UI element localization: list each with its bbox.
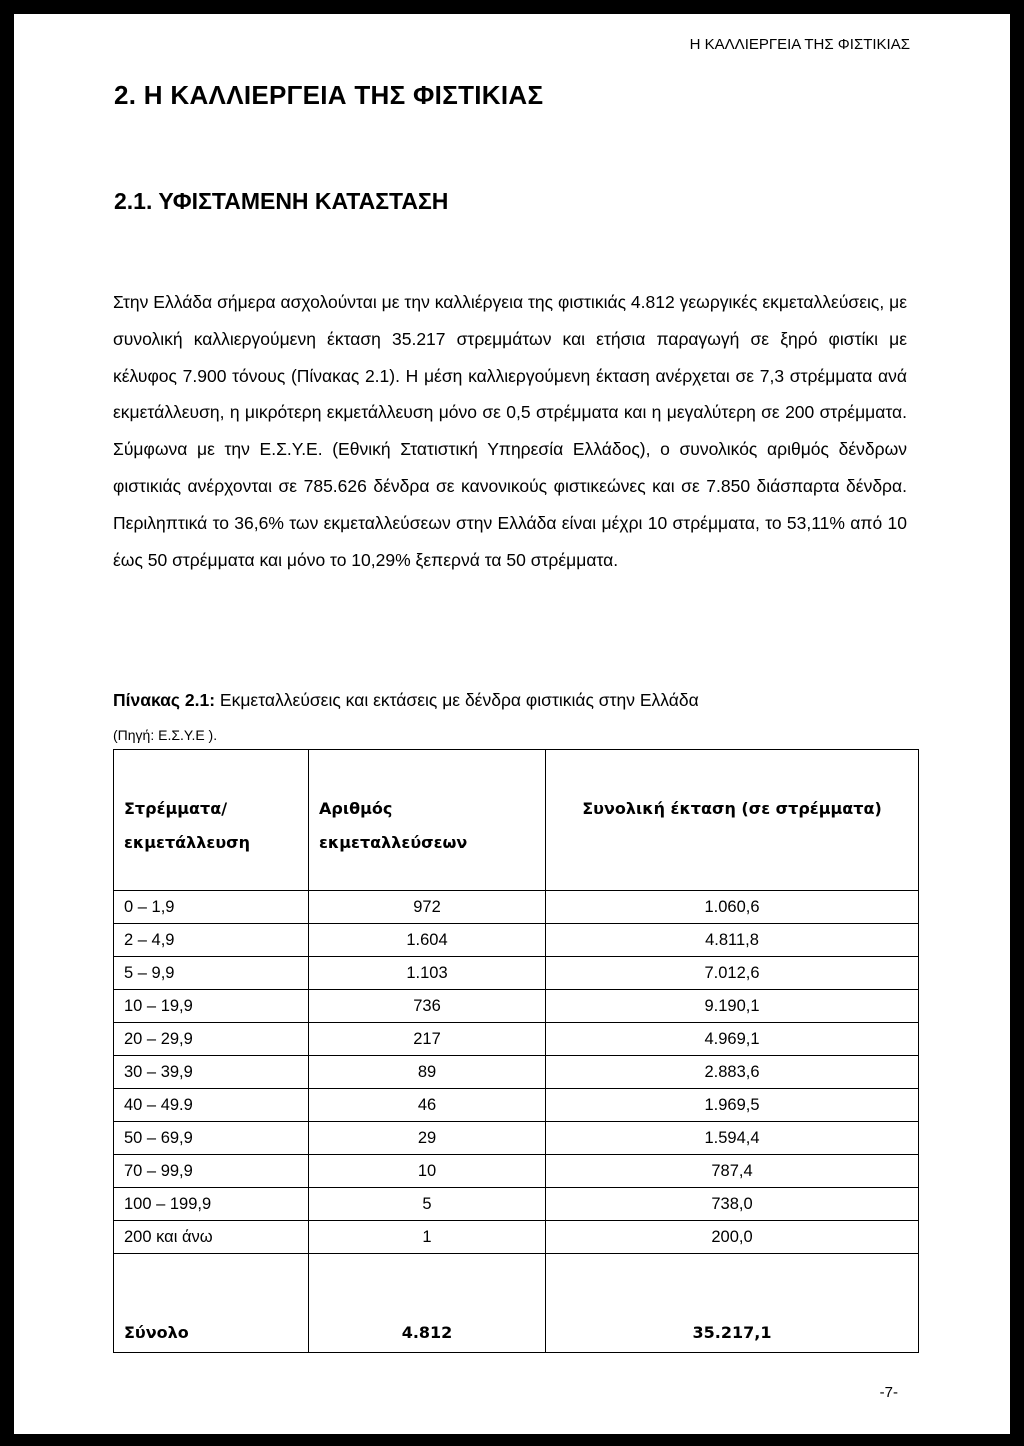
cell-holdings: 29 bbox=[309, 1122, 546, 1155]
cell-area: 9.190,1 bbox=[546, 990, 919, 1023]
cell-range: 0 – 1,9 bbox=[114, 891, 309, 924]
running-header: Η ΚΑΛΛΙΕΡΓΕΙΑ ΤΗΣ ΦΙΣΤΙΚΙΑΣ bbox=[689, 36, 910, 53]
header-holdings: Αριθμός εκμεταλλεύσεων bbox=[309, 750, 546, 891]
cell-range: 2 – 4,9 bbox=[114, 924, 309, 957]
header-range: Στρέμματα/ εκμετάλλευση bbox=[114, 750, 309, 891]
cell-area: 2.883,6 bbox=[546, 1056, 919, 1089]
cell-range: 200 και άνω bbox=[114, 1221, 309, 1254]
cell-area: 7.012,6 bbox=[546, 957, 919, 990]
table-row bbox=[114, 1188, 919, 1221]
chapter-title: 2. Η ΚΑΛΛΙΕΡΓΕΙΑ ΤΗΣ ΦΙΣΤΙΚΙΑΣ bbox=[114, 80, 544, 110]
table-row bbox=[114, 957, 919, 990]
cell-holdings: 217 bbox=[309, 1023, 546, 1056]
table-total-row bbox=[114, 1254, 919, 1353]
cell-holdings: 1 bbox=[309, 1221, 546, 1254]
table-source: (Πηγή: Ε.Σ.Υ.Ε ). bbox=[113, 727, 218, 743]
table-caption-text: Εκμεταλλεύσεις και εκτάσεις με δένδρα φιστικιάς στην Ελλάδα bbox=[219, 690, 699, 710]
table-row bbox=[114, 1089, 919, 1122]
table-row bbox=[114, 1155, 919, 1188]
cell-area: 4.811,8 bbox=[546, 924, 919, 957]
cell-holdings: 46 bbox=[309, 1089, 546, 1122]
holdings-table bbox=[113, 749, 919, 1353]
table-row bbox=[114, 1023, 919, 1056]
cell-range: 5 – 9,9 bbox=[114, 957, 309, 990]
cell-area: 1.969,5 bbox=[546, 1089, 919, 1122]
cell-holdings: 5 bbox=[309, 1188, 546, 1221]
total-area: 35.217,1 bbox=[546, 1254, 919, 1353]
body-paragraph: Στην Ελλάδα σήμερα ασχολούνται με την καλλιέργεια της φιστικιάς 4.812 γεωργικές εκμεταλλεύσεις, με συνολική καλλιεργούμενη έκταση 35.217 στρεμμάτων και ετήσια παραγωγή σε ξηρό φιστίκι με κέλυφος 7.900 τόνους (Πίνακας 2.1). Η μέση καλλιεργούμενη έκταση ανέρχεται σε 7,3 στρέμματα ανά εκμετάλλευση, η μικρότερη εκμετάλλευση μόνο σε 0,5 στρέμματα και η μεγαλύτερη σε 200 στρέμματα. Σύμφωνα με την Ε.Σ.Υ.Ε. (Εθνική Στατιστική Υπηρεσία Ελλάδος), ο συνολικός αριθμός δένδρων φιστικιάς ανέρχονται σε 785.626 δένδρα σε κανονικούς φιστικεώνες και σε 7.850 διάσπαρτα δένδρα. Περιληπτικά το 36,6% των εκμεταλλεύσεων στην Ελλάδα είναι μέχρι 10 στρέμματα, το 53,11% από 10 έως 50 στρέμματα και μόνο το 10,29% ξεπερνά τα 50 στρέμματα. bbox=[113, 292, 907, 570]
cell-area: 787,4 bbox=[546, 1155, 919, 1188]
cell-area: 200,0 bbox=[546, 1221, 919, 1254]
table-row bbox=[114, 1221, 919, 1254]
document-page bbox=[14, 14, 1010, 1434]
header-area: Συνολική έκταση (σε στρέμματα) bbox=[546, 750, 919, 891]
cell-range: 30 – 39,9 bbox=[114, 1056, 309, 1089]
cell-holdings: 1.103 bbox=[309, 957, 546, 990]
cell-holdings: 972 bbox=[309, 891, 546, 924]
cell-holdings: 10 bbox=[309, 1155, 546, 1188]
table-row bbox=[114, 891, 919, 924]
table-row bbox=[114, 924, 919, 957]
cell-range: 10 – 19,9 bbox=[114, 990, 309, 1023]
total-holdings: 4.812 bbox=[309, 1254, 546, 1353]
cell-range: 20 – 29,9 bbox=[114, 1023, 309, 1056]
page-number: -7- bbox=[879, 1384, 898, 1401]
table-row bbox=[114, 1122, 919, 1155]
cell-range: 100 – 199,9 bbox=[114, 1188, 309, 1221]
table-row bbox=[114, 990, 919, 1023]
table-caption bbox=[113, 683, 907, 752]
cell-holdings: 736 bbox=[309, 990, 546, 1023]
table-header-row bbox=[114, 750, 919, 891]
cell-area: 1.594,4 bbox=[546, 1122, 919, 1155]
cell-range: 50 – 69,9 bbox=[114, 1122, 309, 1155]
table-caption-label: Πίνακας 2.1: bbox=[113, 690, 216, 710]
cell-range: 40 – 49.9 bbox=[114, 1089, 309, 1122]
cell-holdings: 1.604 bbox=[309, 924, 546, 957]
cell-area: 1.060,6 bbox=[546, 891, 919, 924]
cell-holdings: 89 bbox=[309, 1056, 546, 1089]
total-label: Σύνολο bbox=[114, 1254, 309, 1353]
section-title: 2.1. ΥΦΙΣΤΑΜΕΝΗ ΚΑΤΑΣΤΑΣΗ bbox=[114, 188, 449, 214]
cell-area: 738,0 bbox=[546, 1188, 919, 1221]
cell-range: 70 – 99,9 bbox=[114, 1155, 309, 1188]
cell-area: 4.969,1 bbox=[546, 1023, 919, 1056]
table-row bbox=[114, 1056, 919, 1089]
